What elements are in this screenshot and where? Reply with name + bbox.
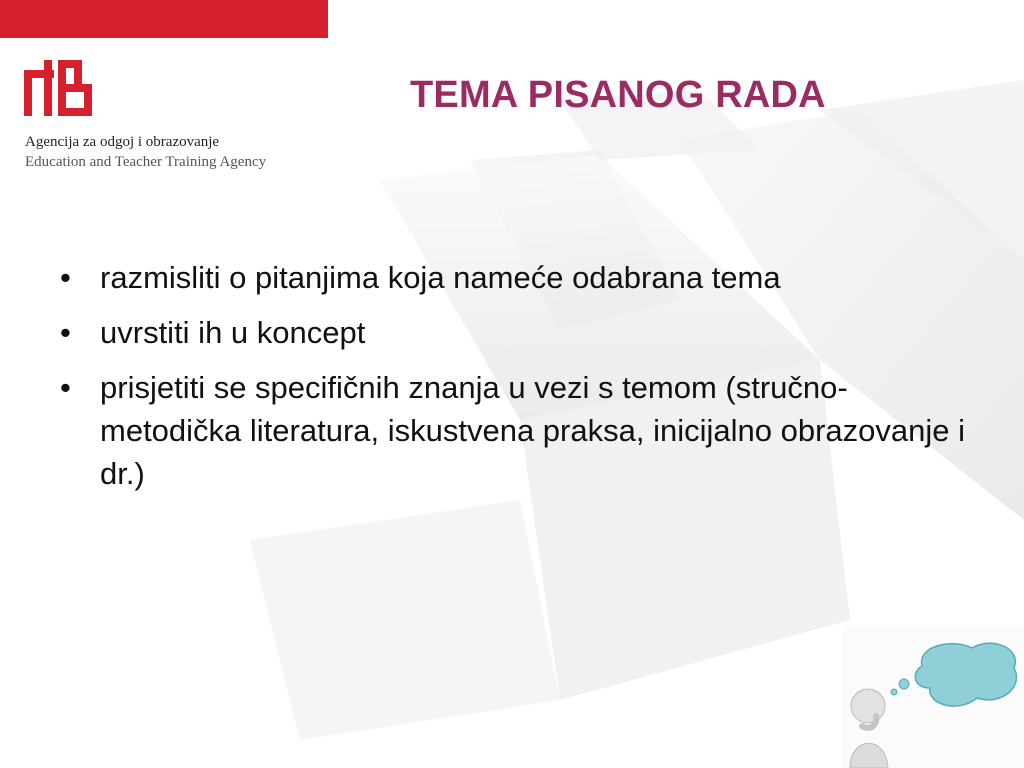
bullet-item xyxy=(60,366,980,495)
bullet-marker: • xyxy=(60,260,71,295)
bullet-marker: • xyxy=(60,315,71,350)
bullet-text: razmisliti o pitanjima koja nameće odabrana tema xyxy=(100,260,781,295)
bullet-marker: • xyxy=(60,370,71,405)
top-accent-bar xyxy=(0,0,328,38)
agency-name-croatian: Agencija za odgoj i obrazovanje xyxy=(25,134,220,150)
bullet-text: prisjetiti se specifičnih znanja u vezi s temom (stručno-metodička literatura, iskustvena praksa, inicijalno obrazovanje i dr.) xyxy=(100,370,965,491)
slide-title: TEMA PISANOG RADA xyxy=(410,74,826,116)
bullet-item xyxy=(60,311,980,354)
thinking-figure-icon xyxy=(842,626,1024,768)
bullet-text: uvrstiti ih u koncept xyxy=(100,315,366,350)
bullet-list xyxy=(60,256,980,507)
aoo-logo xyxy=(24,60,100,116)
agency-name-english: Education and Teacher Training Agency xyxy=(25,154,267,170)
bullet-item xyxy=(60,256,980,299)
